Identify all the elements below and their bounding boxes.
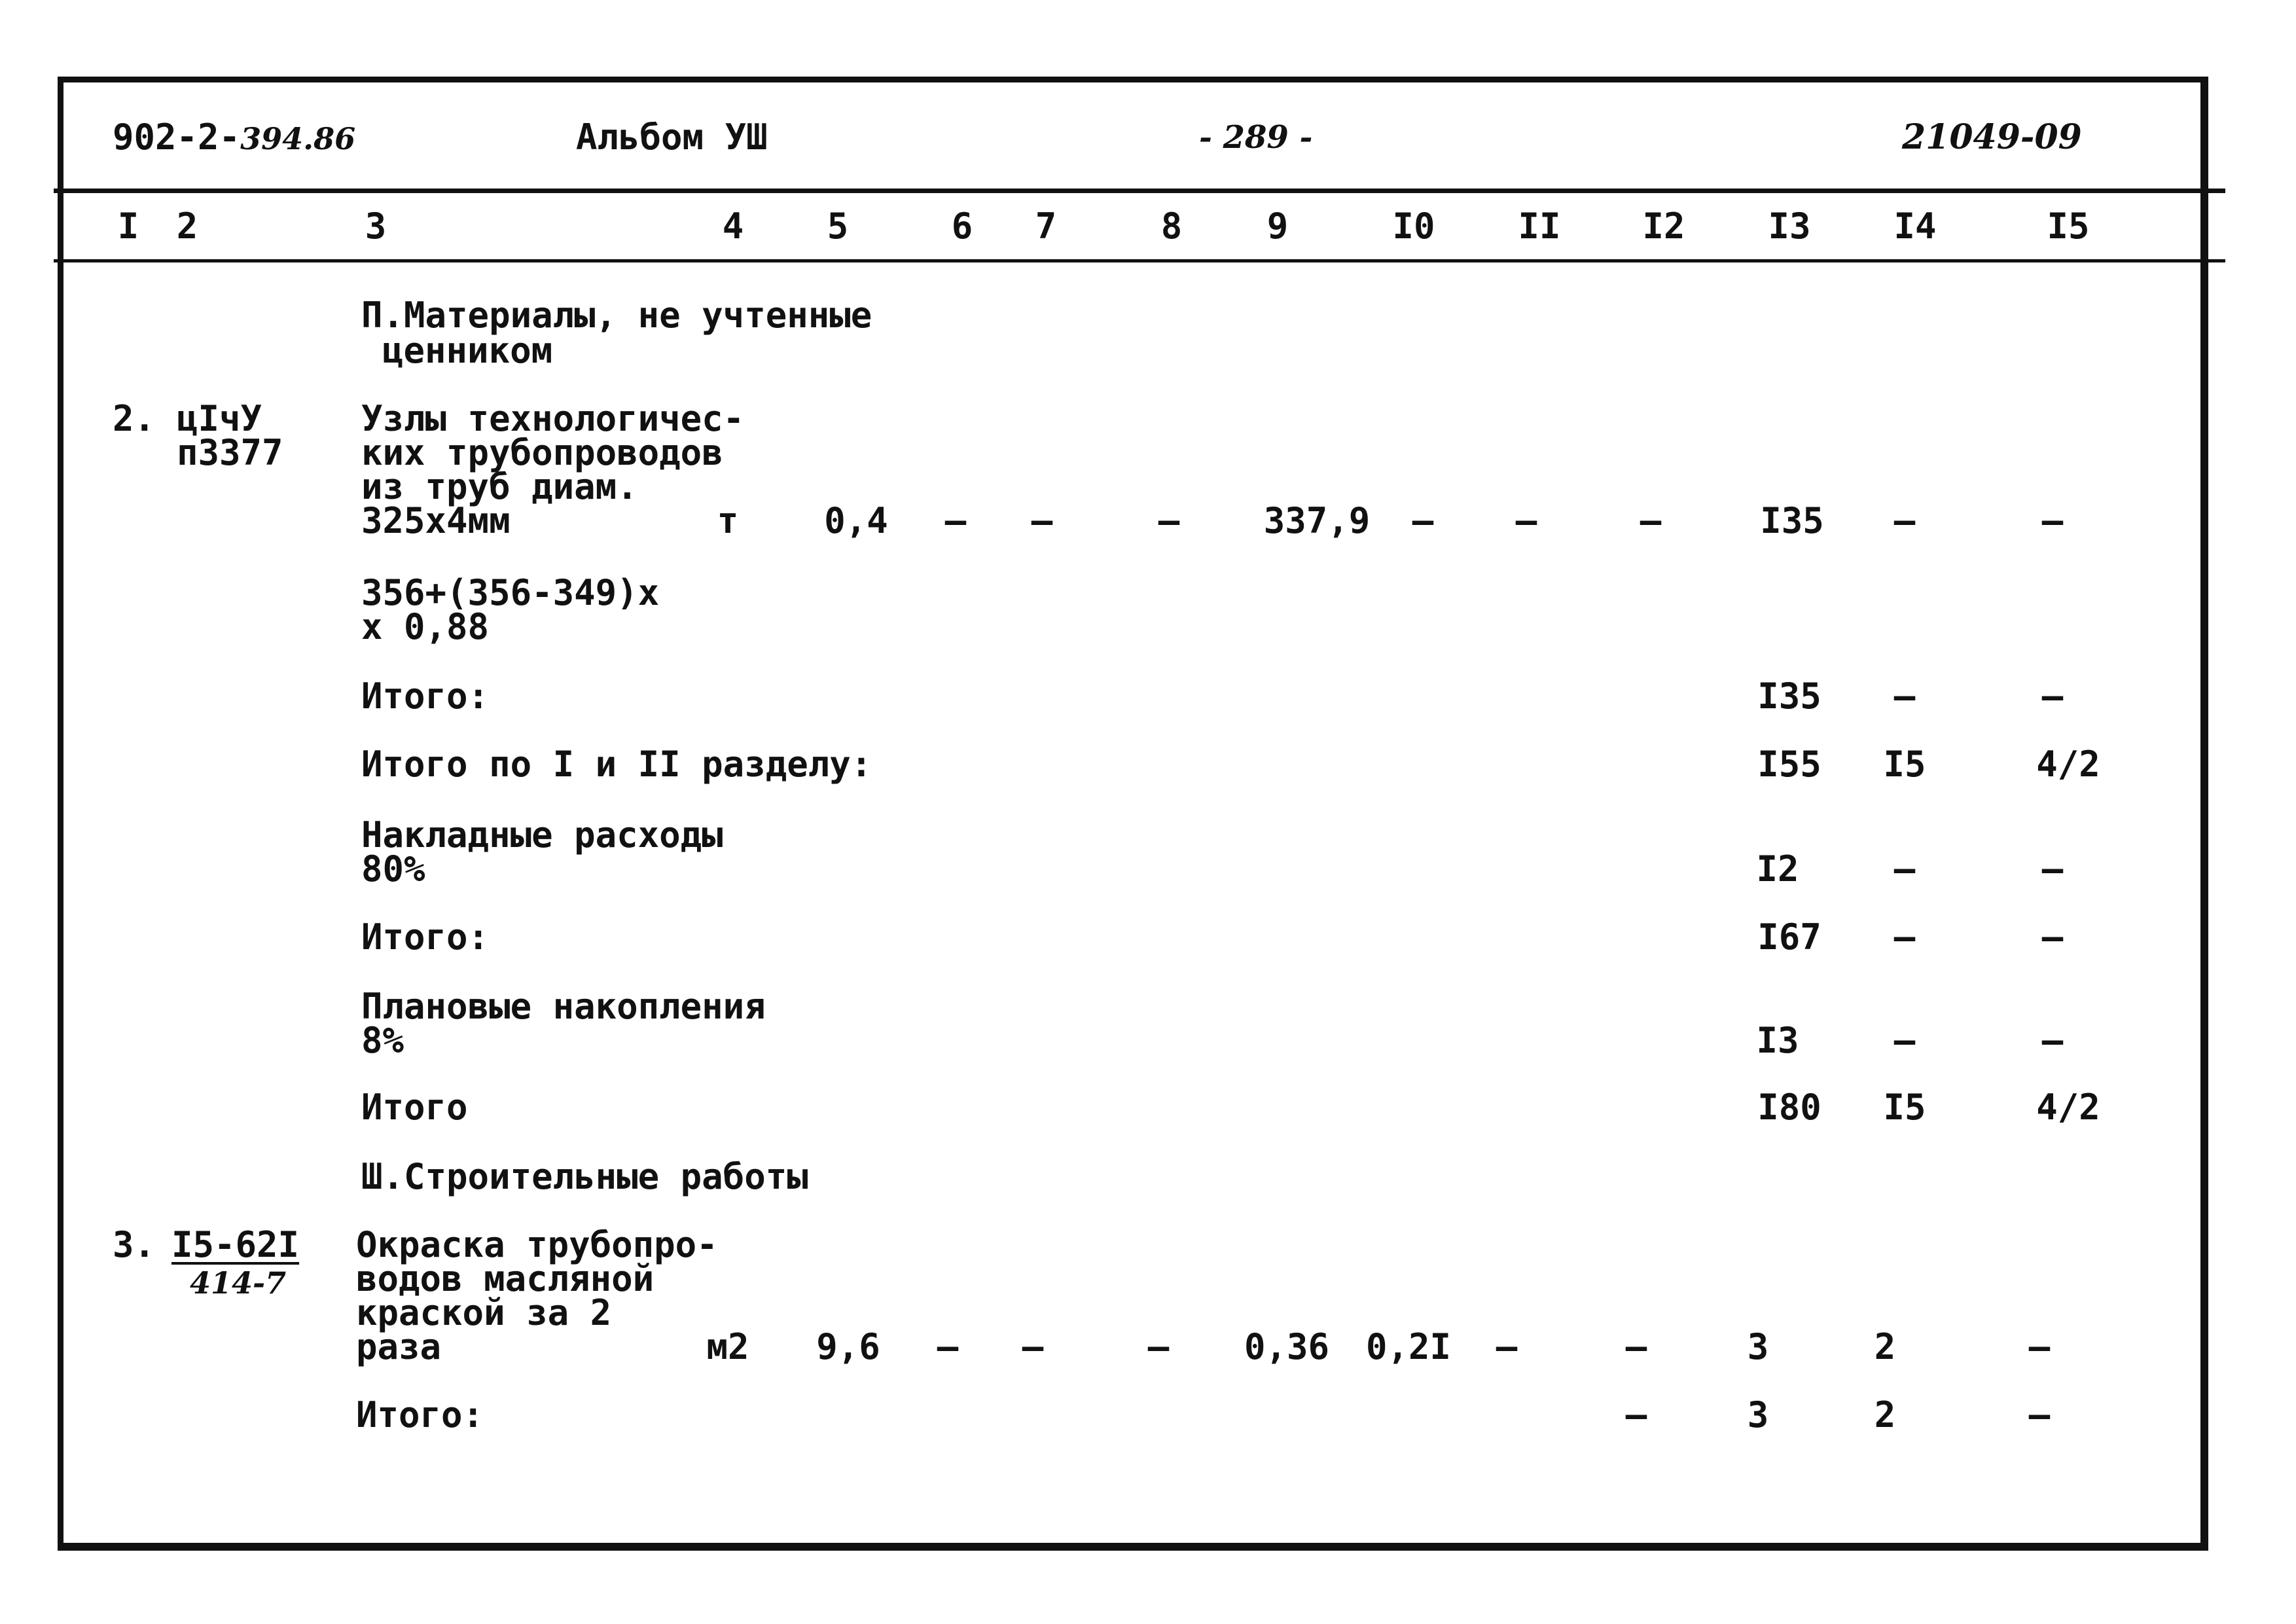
price-code-handwritten: 414-7 (190, 1265, 287, 1301)
column-number: 4 (722, 206, 744, 247)
item-description-line: водов масляной (356, 1258, 655, 1299)
column-number: I3 (1768, 206, 1811, 247)
value-cell: 0,2I (1365, 1326, 1452, 1367)
column-number: 8 (1160, 206, 1183, 247)
value-cell: 0,36 (1244, 1326, 1330, 1367)
value-cell: 3 (1747, 1394, 1769, 1435)
column-number: 2 (176, 206, 198, 247)
value-cell: – (2041, 916, 2064, 958)
column-header-rule (54, 259, 2225, 262)
value-cell: 2 (1874, 1326, 1896, 1367)
document-code-handwritten: 394.86 (240, 121, 356, 156)
overhead-percent: 80% (361, 848, 425, 890)
column-number: 3 (365, 206, 387, 247)
column-number: I4 (1893, 206, 1937, 247)
formula-line: х 0,88 (361, 606, 490, 647)
value-cell: 337,9 (1263, 500, 1371, 541)
value-cell: 3 (1747, 1326, 1769, 1367)
row-number: 2. (113, 398, 156, 439)
formula-line: 356+(356-349)х (361, 572, 660, 613)
value-cell: – (1625, 1326, 1647, 1367)
value-cell: – (1031, 500, 1053, 541)
value-cell: – (1022, 1326, 1044, 1367)
document-code-printed: 902-2- (113, 117, 241, 158)
subtotal-label: Итого: (361, 916, 490, 958)
quantity-cell: 9,6 (816, 1326, 880, 1367)
total-label: Итого (361, 1087, 468, 1128)
value-cell: – (1625, 1394, 1647, 1435)
value-cell: 4/2 (2036, 1087, 2100, 1128)
value-cell: – (1893, 848, 1916, 890)
section-total-label: Итого по I и II разделу: (361, 744, 872, 785)
value-cell: I80 (1757, 1087, 1821, 1128)
album-label: Альбом УШ (576, 117, 768, 158)
value-cell: – (1147, 1326, 1170, 1367)
value-cell: I5 (1883, 1087, 1926, 1128)
value-cell: – (1158, 500, 1180, 541)
header-rule (54, 189, 2225, 193)
page-number: - 289 - (1199, 119, 1313, 156)
document-code (113, 119, 355, 157)
value-cell: – (1893, 500, 1916, 541)
item-description-line: 325х4мм (361, 500, 511, 541)
column-number: II (1518, 206, 1561, 247)
column-number: 9 (1266, 206, 1289, 247)
value-cell: – (2041, 500, 2064, 541)
item-description-line: Узлы технологичес- (361, 398, 745, 439)
value-cell: – (2028, 1326, 2051, 1367)
subtotal-label: Итого: (356, 1394, 484, 1435)
value-cell: I35 (1760, 500, 1824, 541)
value-cell: I55 (1757, 744, 1821, 785)
price-code-sub: п3377 (177, 432, 283, 473)
section-heading-construction: Ш.Строительные работы (361, 1156, 808, 1197)
column-number: I0 (1392, 206, 1435, 247)
item-description-line: Окраска трубопро- (356, 1224, 718, 1265)
value-cell: I35 (1757, 676, 1821, 717)
value-cell: I67 (1757, 916, 1821, 958)
subtotal-label: Итого: (361, 676, 490, 717)
value-cell: – (1893, 676, 1916, 717)
value-cell: I5 (1883, 744, 1926, 785)
planned-savings-label: Плановые накопления (361, 986, 766, 1027)
column-number: 7 (1035, 206, 1057, 247)
value-cell: – (2041, 1020, 2064, 1061)
overhead-label: Накладные расходы (361, 814, 723, 856)
item-description-line: из труб диам. (361, 466, 638, 507)
unit-cell: м2 (706, 1326, 749, 1367)
column-number: 6 (951, 206, 973, 247)
value-cell: – (937, 1326, 959, 1367)
value-cell: 4/2 (2036, 744, 2100, 785)
value-cell: – (2028, 1394, 2051, 1435)
unit-cell: т (717, 500, 739, 541)
item-description-line: раза (356, 1326, 442, 1367)
value-cell: – (1893, 1020, 1916, 1061)
value-cell: – (944, 500, 967, 541)
row-number: 3. (113, 1224, 156, 1265)
value-cell: – (1496, 1326, 1518, 1367)
value-cell: – (1640, 500, 1662, 541)
value-cell: – (1515, 500, 1537, 541)
price-code: I5-62I (171, 1224, 300, 1265)
value-cell: – (1412, 500, 1434, 541)
value-cell: I2 (1756, 848, 1799, 890)
section-title-line: П.Материалы, не учтенные (361, 295, 872, 336)
value-cell: – (1893, 916, 1916, 958)
value-cell: – (2041, 848, 2064, 890)
section-title-line: ценником (382, 330, 553, 371)
quantity-cell: 0,4 (824, 500, 888, 541)
item-description-line: краской за 2 (356, 1292, 612, 1333)
planned-savings-percent: 8% (361, 1020, 404, 1061)
price-code: цIчУ (177, 398, 262, 439)
column-number: 5 (827, 206, 849, 247)
value-cell: – (2041, 676, 2064, 717)
column-number: I5 (2047, 206, 2090, 247)
column-number: I (117, 206, 139, 247)
value-cell: I3 (1756, 1020, 1799, 1061)
item-description-line: ких трубопроводов (361, 432, 723, 473)
value-cell: 2 (1874, 1394, 1896, 1435)
document-number: 21049-09 (1902, 117, 2082, 157)
column-number: I2 (1642, 206, 1685, 247)
